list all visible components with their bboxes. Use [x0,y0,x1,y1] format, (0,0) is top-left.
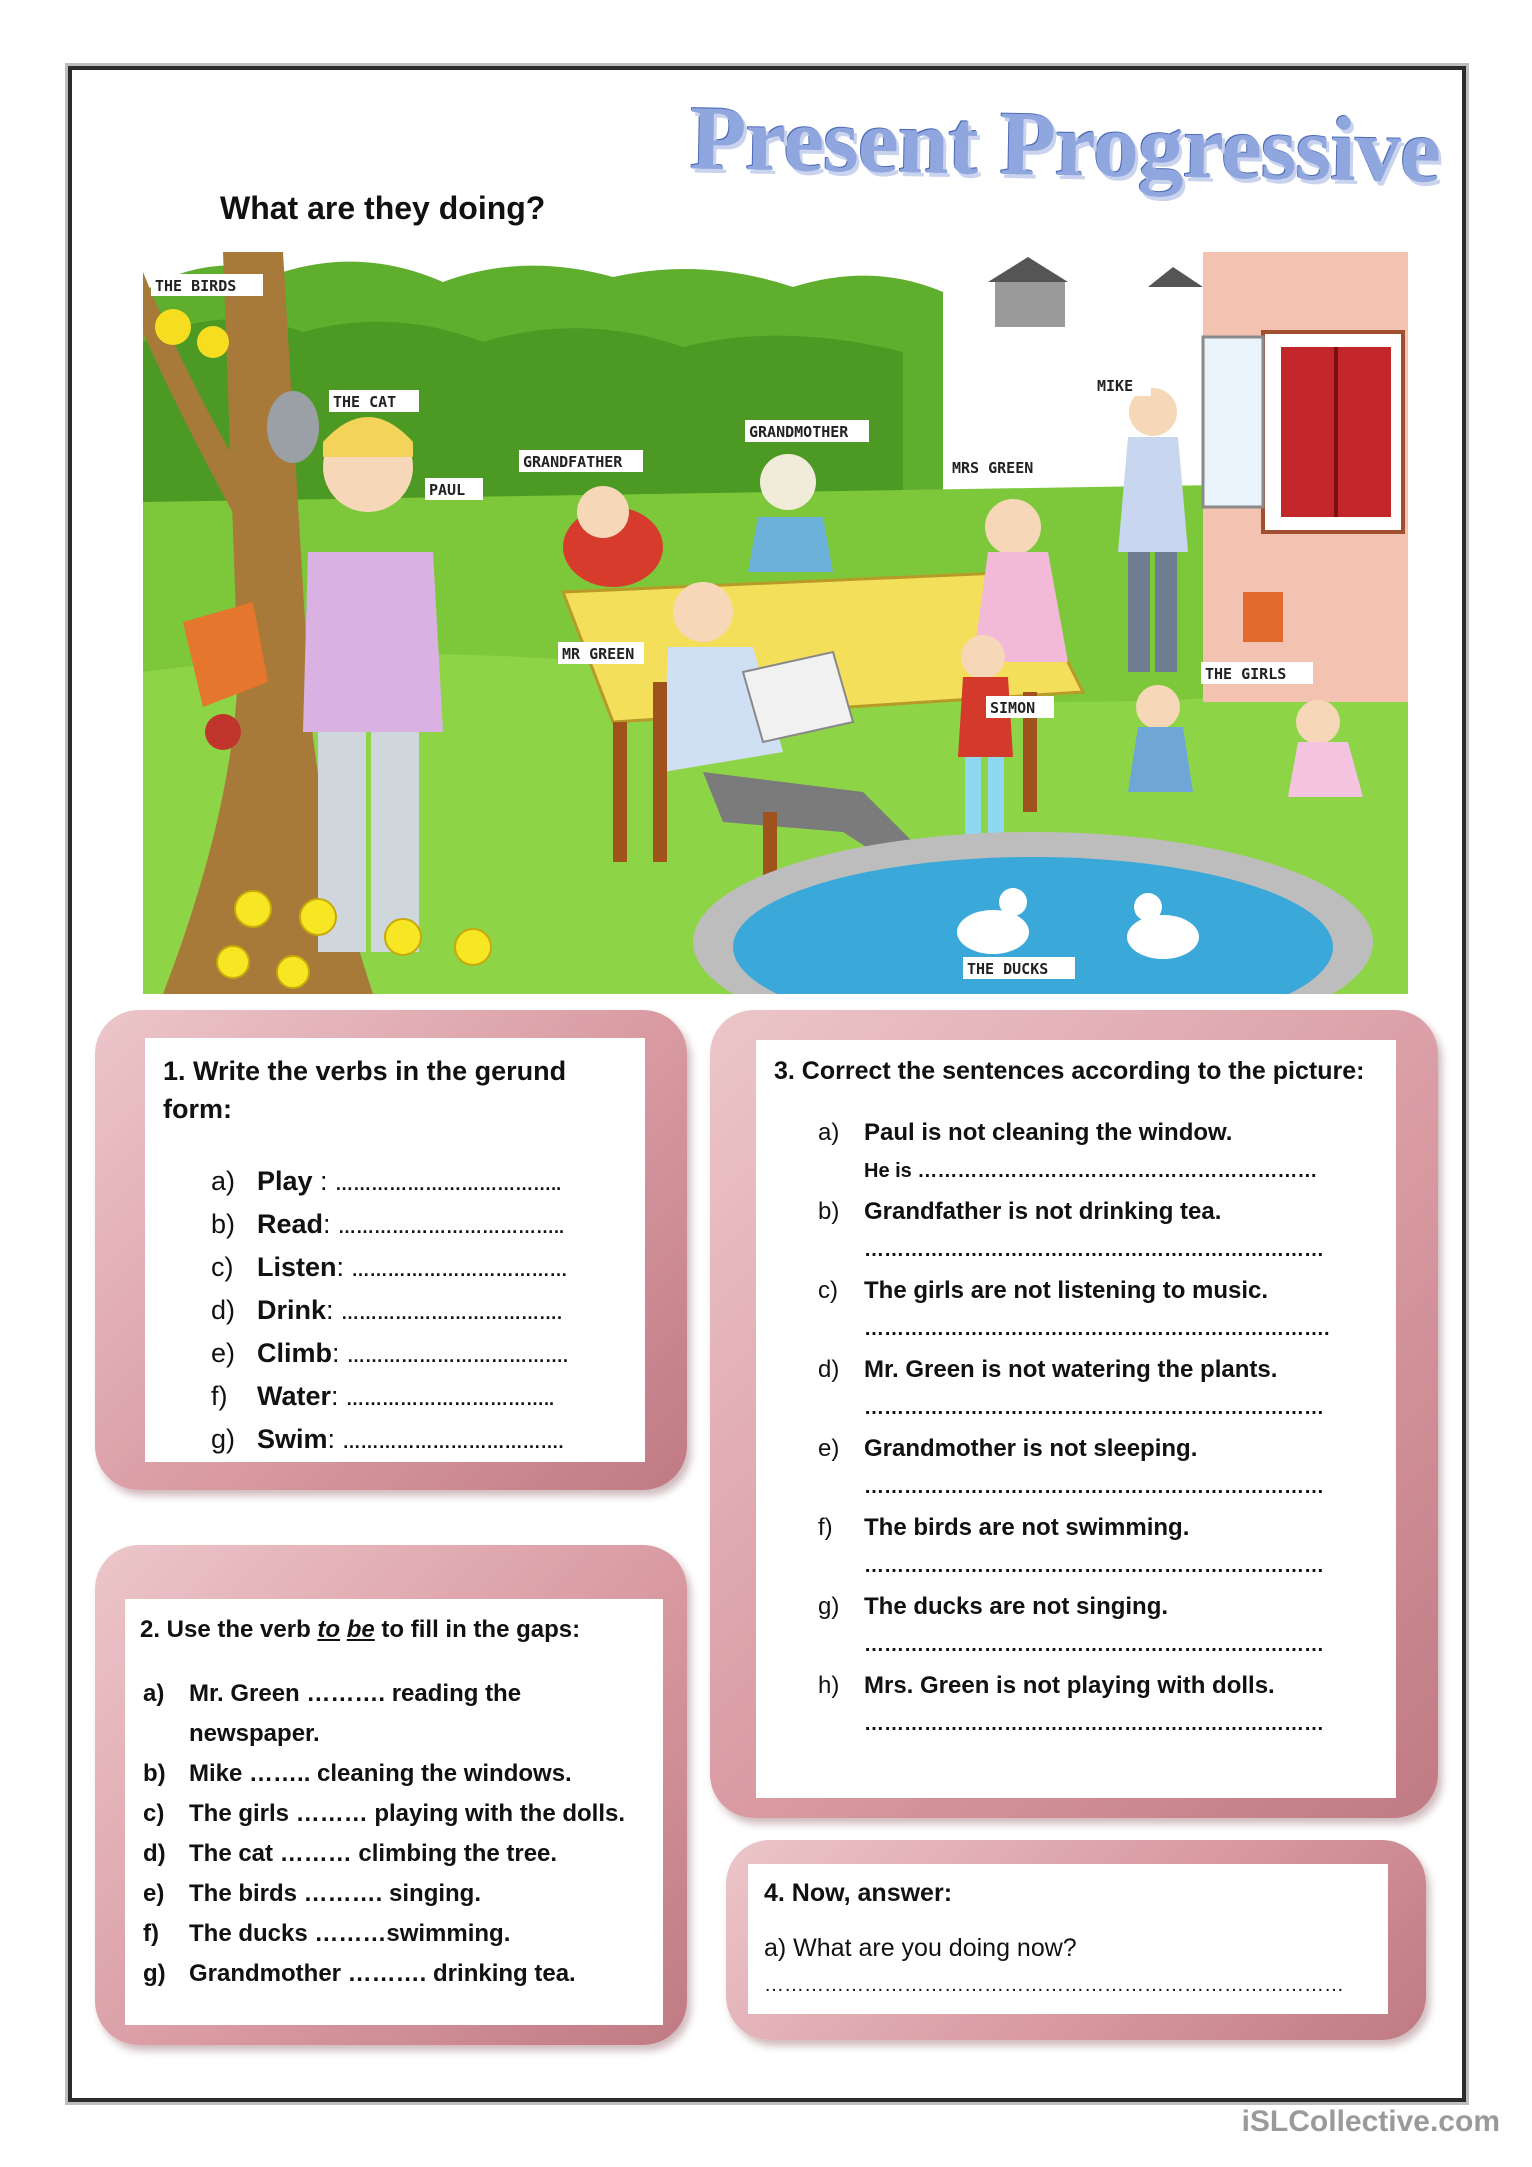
item-letter: g) [818,1593,840,1620]
sentence-text: The girls ……… playing with the dolls. [189,1800,626,1827]
exercise-1-title: 1. Write the verbs in the gerund form: [163,1056,567,1124]
gerund-item [211,1424,564,1457]
gerund-item [211,1209,564,1242]
fill-gap-item [143,1799,625,1829]
sentence-text: Grandmother ………. drinking tea. [189,1960,576,1987]
item-letter: b) [818,1198,840,1225]
sentence-text: The girls are not listening to music. [864,1277,1269,1304]
answer-blank[interactable]: …………………………….. [346,1389,555,1409]
verb-word: Swim [257,1424,328,1454]
separator: : [323,1209,339,1239]
gerund-item [211,1166,561,1199]
scene-label-grandmother [745,420,869,442]
separator: : [336,1252,352,1282]
verb-word: Listen [257,1252,337,1282]
exercise-1-panel [95,1010,687,1490]
separator: : [332,1338,348,1368]
sentence-text: Mike …….. cleaning the windows. [189,1760,572,1787]
answer-line[interactable]: …………………………………………………………… [864,1634,1324,1656]
exercise-4-panel [726,1840,1426,2040]
item-letter: h) [818,1672,840,1699]
exercise-4-question: a) What are you doing now? [764,1934,1077,1962]
sentence-text: Mrs. Green is not playing with dolls. [864,1672,1275,1699]
separator: : [312,1166,336,1196]
sentence-text: The ducks ………swimming. [189,1920,511,1947]
fill-gap-item [143,1959,576,1989]
answer-blank[interactable]: ………………………………. [347,1346,569,1366]
svg-text:PAUL: PAUL [429,481,466,499]
fill-gap-item [143,1879,481,1909]
verb-word: Read [257,1209,324,1239]
fill-gap-item [143,1839,557,1869]
gerund-item [211,1381,554,1414]
sentence-text: Paul is not cleaning the window. [864,1119,1233,1146]
item-letter: e) [143,1880,165,1907]
site-watermark: iSLCollective.com [1241,2105,1500,2138]
page-subtitle: What are they doing? [220,190,546,226]
answer-blank[interactable]: ……………………………….. [335,1174,562,1194]
verb-word: Water [257,1381,332,1411]
sentence-text: Mr. Green is not watering the plants. [864,1356,1278,1383]
svg-text:THE GIRLS: THE GIRLS [1205,665,1287,683]
answer-line[interactable]: ……………………………………………………………. [864,1318,1330,1340]
item-letter: f) [211,1381,228,1411]
item-letter: g) [211,1424,236,1454]
answer-line[interactable]: …………………………………………………………… [864,1713,1324,1735]
correct-sentence-item [818,1276,1268,1306]
answer-blank[interactable]: ……………………………….. [338,1217,565,1237]
answer-blank[interactable]: ………………………………. [341,1303,563,1323]
item-letter: f) [143,1920,159,1947]
svg-text:MIKE: MIKE [1097,377,1134,395]
sentence-text: The cat ……… climbing the tree. [189,1840,558,1867]
sentence-text: Mr. Green ………. reading the [189,1680,522,1707]
item-letter: b) [143,1760,166,1787]
sentence-text: The birds ………. singing. [189,1880,482,1907]
exercise-4-answer-line[interactable]: …………………………………………………………………………… [764,1974,1344,1996]
garden-illustration [143,252,1408,994]
svg-text:GRANDMOTHER: GRANDMOTHER [749,423,849,441]
item-letter: d) [818,1356,840,1383]
exercise-2-panel [95,1545,687,2045]
verb-word: Climb [257,1338,333,1368]
scene-label-mr-green [558,642,644,664]
svg-text:THE CAT: THE CAT [333,393,397,411]
scene-label-mike [1093,374,1151,396]
item-letter: c) [818,1277,838,1304]
svg-text:SIMON: SIMON [990,699,1036,717]
gerund-item [211,1252,568,1285]
sentence-continuation: newspaper. [189,1720,320,1747]
item-letter: a) [143,1680,165,1707]
item-letter: a) [211,1166,236,1196]
scene-label-grandfather [519,450,643,472]
sentence-text: Grandfather is not drinking tea. [864,1198,1222,1225]
fill-gap-item [143,1759,572,1789]
svg-text:MR GREEN: MR GREEN [562,645,635,663]
scene-label-ducks [963,957,1075,979]
item-letter: b) [211,1209,236,1239]
scene-label-paul [425,478,483,500]
sentence-text: The ducks are not singing. [864,1593,1169,1620]
item-letter: a) [818,1119,840,1146]
correct-sentence-item [818,1434,1197,1464]
exercise-4-title: 4. Now, answer: [764,1879,953,1907]
correct-sentence-item [818,1355,1277,1385]
item-letter: g) [143,1960,166,1987]
item-letter: d) [143,1840,166,1867]
gerund-item [211,1338,568,1371]
correct-sentence-item [818,1671,1275,1701]
answer-line[interactable]: …………………………………………………………… [864,1239,1324,1261]
correct-sentence-item [818,1513,1189,1543]
exercise-3-title: 3. Correct the sentences according to the picture: [774,1057,1365,1085]
scene-label-simon [986,696,1054,718]
fill-gap-item [143,1919,510,1949]
answer-line[interactable]: …………………………………………………………… [864,1555,1324,1577]
svg-text:GRANDFATHER: GRANDFATHER [523,453,623,471]
svg-text:MRS GREEN: MRS GREEN [952,459,1034,477]
fill-gap-item [143,1679,521,1709]
scene-label-mrs-green [948,456,1046,478]
answer-blank[interactable]: ………………………………. [342,1432,564,1452]
svg-text:THE BIRDS: THE BIRDS [155,277,237,295]
separator: : [326,1295,342,1325]
correct-sentence-item [818,1197,1221,1227]
sentence-text: The birds are not swimming. [864,1514,1190,1541]
answer-line[interactable]: …………………………………………………………… [864,1476,1324,1498]
answer-line[interactable]: …………………………………………………………… [864,1397,1324,1419]
verb-word: Play [257,1166,313,1196]
item-letter: c) [211,1252,234,1282]
item-letter: e) [211,1338,236,1368]
answer-line[interactable]: He is …………………………………………………… [864,1160,1318,1182]
answer-blank[interactable]: ……………………………… [351,1260,568,1280]
verb-word: Drink [257,1295,327,1325]
exercise-2-title: 2. Use the verb to be to fill in the gaps: [140,1616,581,1643]
scene-label-cat [329,390,419,412]
separator: : [327,1424,343,1454]
correct-sentence-item [818,1118,1232,1148]
separator: : [331,1381,347,1411]
gerund-item [211,1295,562,1328]
item-letter: c) [143,1800,165,1827]
svg-text:THE DUCKS: THE DUCKS [967,960,1049,978]
exercise-3-panel [710,1010,1438,1818]
item-letter: f) [818,1514,833,1541]
scene-label-girls [1201,662,1313,684]
item-letter: d) [211,1295,236,1325]
correct-sentence-item [818,1592,1168,1622]
scene-label-birds [151,274,263,296]
page-title: Present Progressive [689,86,1441,202]
sentence-text: Grandmother is not sleeping. [864,1435,1198,1462]
item-letter: e) [818,1435,840,1462]
